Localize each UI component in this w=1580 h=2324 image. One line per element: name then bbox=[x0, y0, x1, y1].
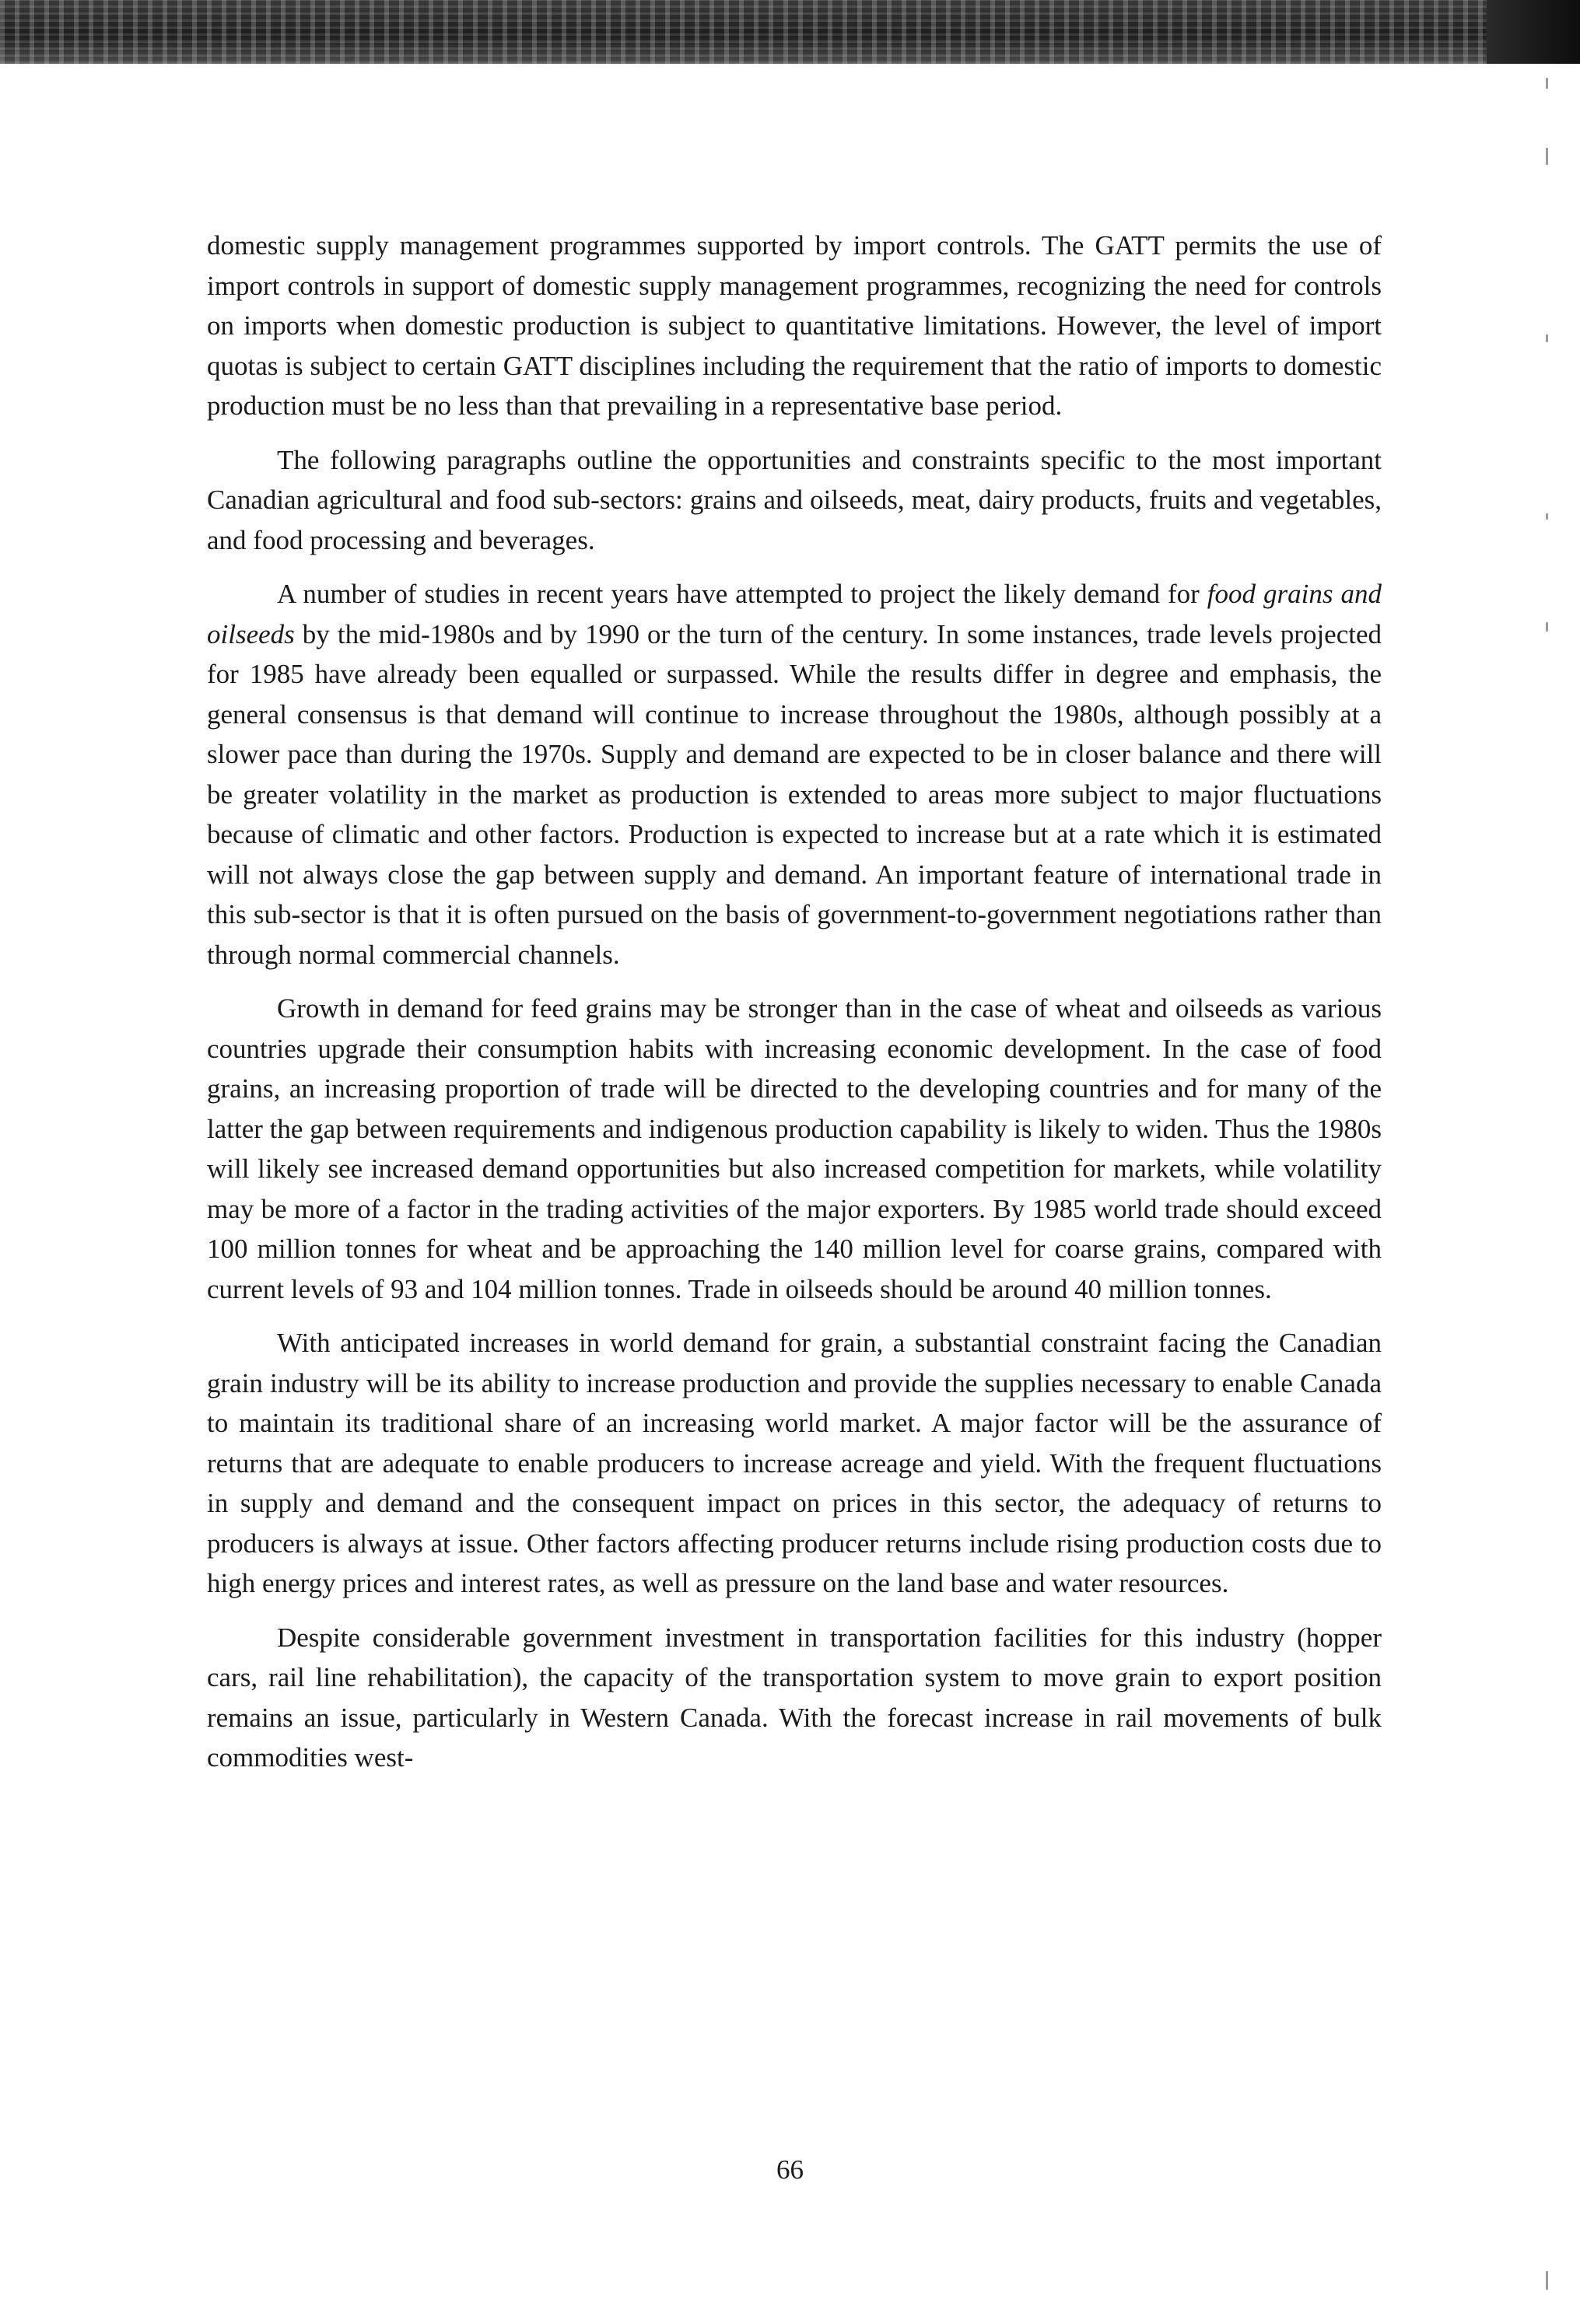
paragraph-3-italic-term: food grains and oilseeds bbox=[207, 579, 1382, 649]
scan-border-top bbox=[0, 0, 1580, 64]
scan-border-corner bbox=[1487, 0, 1580, 64]
margin-artifacts bbox=[1546, 78, 1550, 2256]
paragraph-5: With anticipated increases in world demand for grain, a substantial constraint facing the Canadian grain industry will be its ability to increase production and provide the supplies necessary to enable Canada to maintain its traditional share of an increasing world market. A major factor will be the assurance of returns that are adequate to enable producers to increase acreage and yield. With the frequent fluctuations in supply and demand and the consequent impact on prices in this sector, the adequacy of returns to producers is always at issue. Other factors affecting producer returns include rising production costs due to high energy prices and interest rates, as well as pressure on the land base and water resources. bbox=[207, 1328, 1382, 1598]
paragraph-6: Despite considerable government investment in transportation facilities for this industry (hopper cars, rail line rehabilitation), the capacity of the transportation system to move grain to export position remains an issue, particularly in Western Canada. With the forecast increase in rail movements of bulk commodities west- bbox=[207, 1622, 1382, 1773]
paragraph-3 bbox=[207, 574, 1382, 975]
page-body bbox=[207, 226, 1382, 1792]
paragraph-1: domestic supply management programmes supported by import controls. The GATT permits the use of import controls in support of domestic supply management programmes, recognizing the need for controls on imports when domestic production is subject to quantitative limitations. However, the level of import quotas is subject to certain GATT disciplines including the requirement that the ratio of imports to domestic production must be no less than that prevailing in a representative base period. bbox=[207, 230, 1382, 421]
paragraph-3-text-before: A number of studies in recent years have attempted to project the likely demand for bbox=[277, 579, 1207, 609]
paragraph-3-text-after: by the mid-1980s and by 1990 or the turn of the century. In some instances, trade levels projected for 1985 have already been equalled or surpassed. While the results differ in degree and emphasis, the general consensus is that demand will continue to increase throughout the 1980s, although possibly at a slower pace than during the 1970s. Supply and demand are expected to be in closer balance and there will be greater volatility in the market as production is extended to areas more subject to major fluctuations because of climatic and other factors. Production is expected to increase but at a rate which it is estimated will not always close the gap between supply and demand. An important feature of international trade in this sub-sector is that it is often pursued on the basis of government-to-government negotiations rather than through normal commercial channels. bbox=[207, 618, 1382, 970]
paragraph-4: Growth in demand for feed grains may be stronger than in the case of wheat and oilseeds as various countries upgrade their consumption habits with increasing economic development. In the case of food grains, an increasing proportion of trade will be directed to the developing countries and for many of the latter the gap between requirements and indigenous production capability is likely to widen. Thus the 1980s will likely see increased demand opportunities but also increased competition for markets, while volatility may be more of a factor in the trading activities of the major exporters. By 1985 world trade should exceed 100 million tonnes for wheat and be approaching the 140 million level for coarse grains, compared with current levels of 93 and 104 million tonnes. Trade in oilseeds should be around 40 million tonnes. bbox=[207, 993, 1382, 1304]
page-number: 66 bbox=[776, 2154, 804, 2185]
paragraph-2: The following paragraphs outline the opportunities and constraints specific to the most important Canadian agricultural and food sub-sectors: grains and oilseeds, meat, dairy products, fruits and vegetables, and food processing and beverages. bbox=[207, 444, 1382, 555]
